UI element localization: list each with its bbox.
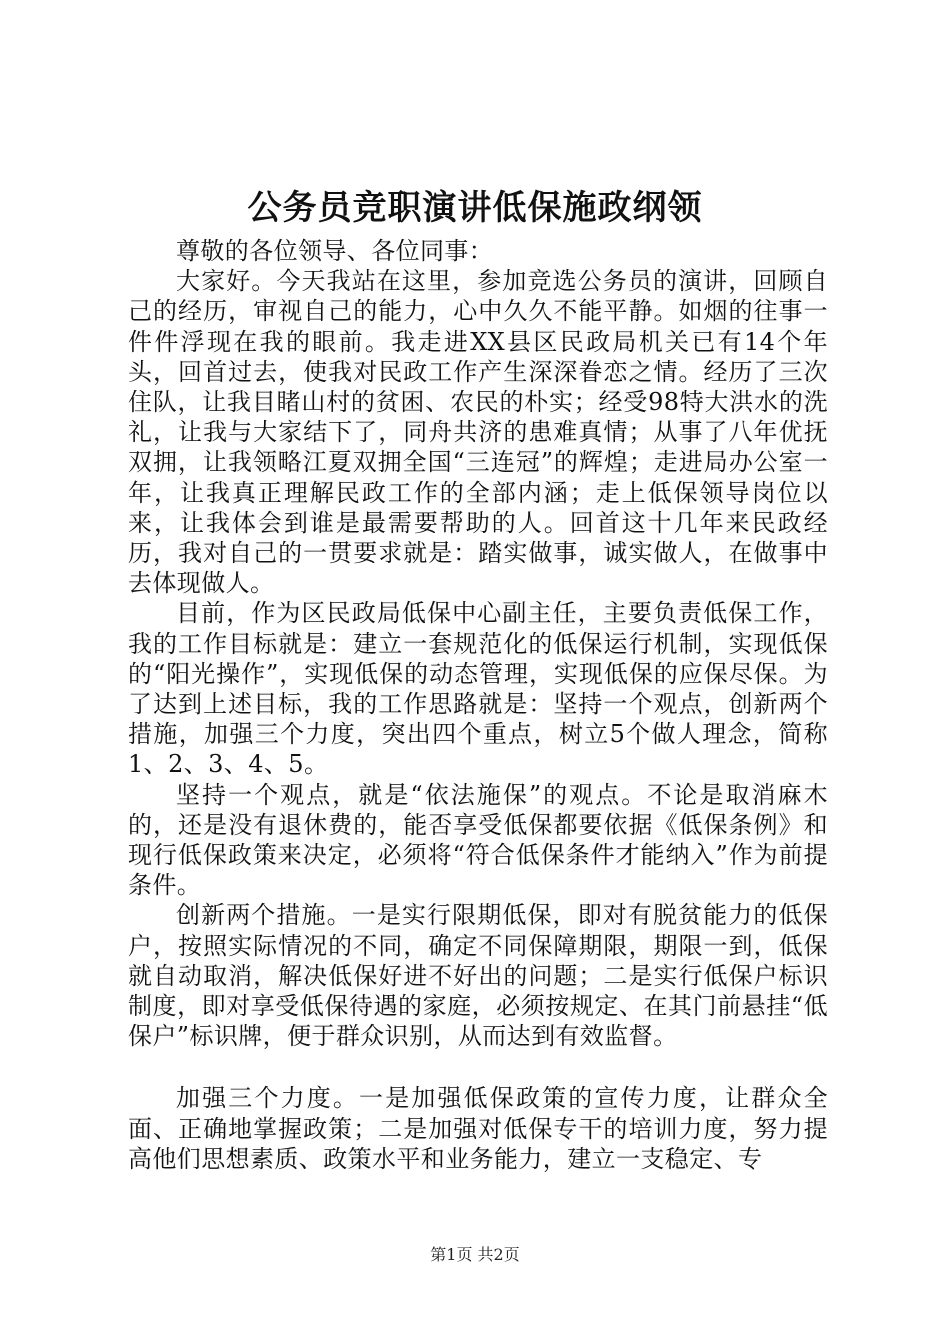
document-body (128, 236, 828, 1174)
paragraph-intro: 大家好。今天我站在这里，参加竞选公务员的演讲，回顾自己的经历，审视自己的能力，心中久久不能平静。如烟的往事一件件浮现在我的眼前。我走进XX县区民政局机关已有14个年头，回首过去，使我对民政工作产生深深眷恋之情。经历了三次住队，让我目睹山村的贫困、农民的朴实；经受98特大洪水的洗礼，让我与大家结下了，同舟共济的患难真情；从事了八年优抚双拥，让我领略江夏双拥全国“三连冠”的辉煌；走进局办公室一年，让我真正理解民政工作的全部内涵；走上低保领导岗位以来，让我体会到谁是最需要帮助的人。回首这十几年来民政经历，我对自己的一贯要求就是：踏实做事，诚实做人，在做事中去体现做人。 (128, 267, 828, 598)
paragraph-measures: 创新两个措施。一是实行限期低保，即对有脱贫能力的低保户，按照实际情况的不同，确定不同保障期限，期限一到，低保就自动取消，解决低保好进不好出的问题；二是实行低保户标识制度，即对享受低保待遇的家庭，必须按规定、在其门前悬挂“低保户”标识牌，便于群众识别，从而达到有效监督。 (128, 901, 828, 1051)
paragraph-goals: 目前，作为区民政局低保中心副主任，主要负责低保工作，我的工作目标就是：建立一套规范化的低保运行机制，实现低保的“阳光操作”，实现低保的动态管理，实现低保的应保尽保。为了达到上述目标，我的工作思路就是：坚持一个观点，创新两个措施，加强三个力度，突出四个重点，树立5个做人理念，简称1、2、3、4、5。 (128, 599, 828, 779)
paragraph-efforts: 加强三个力度。一是加强低保政策的宣传力度，让群众全面、正确地掌握政策；二是加强对低保专干的培训力度，努力提高他们思想素质、政策水平和业务能力，建立一支稳定、专 (128, 1084, 828, 1173)
document-title: 公务员竞职演讲低保施政纲领 (247, 188, 703, 228)
salutation: 尊敬的各位领导、各位同事： (176, 237, 494, 265)
paragraph-viewpoint: 坚持一个观点，就是“依法施保”的观点。不论是取消麻木的，还是没有退休费的，能否享受低保都要依据《低保条例》和现行低保政策来决定，必须将“符合低保条件才能纳入”作为前提条件。 (128, 780, 828, 900)
page-number-footer: 第1页 共2页 (430, 1245, 520, 1264)
